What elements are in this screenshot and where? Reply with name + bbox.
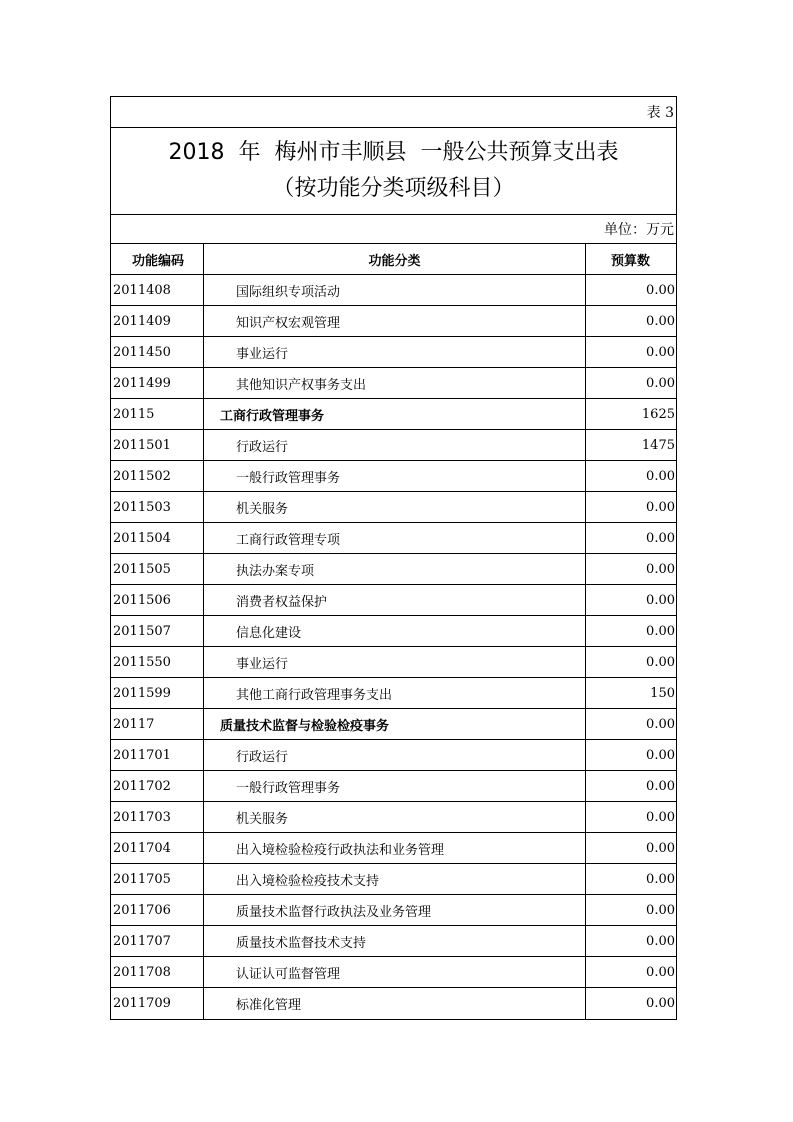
row-amount: 0.00 [646,964,675,980]
row-category: 执法办案专项 [204,554,586,584]
table-row [111,771,676,802]
row-code: 2011504 [111,523,204,553]
row-category: 机关服务 [204,492,586,522]
row-amount: 0.00 [646,809,675,825]
table-row [111,957,676,988]
row-category: 质量技术监督行政执法及业务管理 [204,895,586,925]
row-code: 2011708 [111,957,204,987]
row-code: 2011499 [111,368,204,398]
row-code: 2011409 [111,306,204,336]
row-amount: 150 [650,685,675,701]
row-code: 2011701 [111,740,204,770]
row-code: 2011703 [111,802,204,832]
row-amount: 0.00 [646,933,675,949]
table-row [111,461,676,492]
table-row [111,864,676,895]
row-amount: 0.00 [646,840,675,856]
row-code: 2011704 [111,833,204,863]
row-code: 20117 [111,709,204,739]
table-row [111,740,676,771]
table-row [111,523,676,554]
row-amount: 0.00 [646,778,675,794]
row-code: 2011505 [111,554,204,584]
row-category: 消费者权益保护 [204,585,586,615]
table-row [111,802,676,833]
row-code: 2011502 [111,461,204,491]
unit-row [111,215,676,244]
row-code: 2011408 [111,275,204,305]
row-category: 一般行政管理事务 [204,771,586,801]
row-category: 机关服务 [204,802,586,832]
row-category: 一般行政管理事务 [204,461,586,491]
row-code: 2011709 [111,988,204,1019]
row-category: 工商行政管理专项 [204,523,586,553]
row-category: 质量技术监督技术支持 [204,926,586,956]
row-code: 2011501 [111,430,204,460]
row-category: 事业运行 [204,337,586,367]
title-block [111,128,676,215]
row-category: 工商行政管理事务 [204,399,586,429]
row-amount: 0.00 [646,530,675,546]
row-category: 出入境检验检疫技术支持 [204,864,586,894]
table-row [111,647,676,678]
row-category: 标准化管理 [204,988,586,1019]
row-category: 质量技术监督与检验检疫事务 [204,709,586,739]
table-row [111,554,676,585]
row-amount: 0.00 [646,344,675,360]
row-category: 行政运行 [204,740,586,770]
row-category: 知识产权宏观管理 [204,306,586,336]
row-code: 2011506 [111,585,204,615]
row-code: 20115 [111,399,204,429]
header-category: 功能分类 [204,244,586,274]
row-code: 2011702 [111,771,204,801]
table-row [111,926,676,957]
table-row [111,988,676,1019]
table-row [111,368,676,399]
table-row [111,306,676,337]
table-row [111,709,676,740]
row-amount: 0.00 [646,282,675,298]
row-amount: 0.00 [646,654,675,670]
row-category: 其他工商行政管理事务支出 [204,678,586,708]
table-row [111,678,676,709]
row-amount: 0.00 [646,623,675,639]
row-category: 事业运行 [204,647,586,677]
row-amount: 0.00 [646,499,675,515]
row-code: 2011705 [111,864,204,894]
table-row [111,585,676,616]
unit-label: 单位：万元 [604,222,674,238]
row-code: 2011550 [111,647,204,677]
row-category: 信息化建设 [204,616,586,646]
row-code: 2011503 [111,492,204,522]
row-amount: 0.00 [646,375,675,391]
row-amount: 0.00 [646,313,675,329]
page-title: 2018 年 梅州市丰顺县 一般公共预算支出表 [168,140,619,165]
table-number: 表 3 [646,105,674,121]
row-amount: 0.00 [646,468,675,484]
row-code: 2011707 [111,926,204,956]
row-category: 认证认可监督管理 [204,957,586,987]
budget-table [110,96,677,1020]
row-amount: 1475 [641,437,675,453]
table-row [111,616,676,647]
table-header [111,244,676,275]
table-body [111,275,676,1019]
table-row [111,430,676,461]
header-amount: 预算数 [610,253,650,269]
header-code: 功能编码 [111,244,204,274]
table-row [111,492,676,523]
row-category: 出入境检验检疫行政执法和业务管理 [204,833,586,863]
row-category: 其他知识产权事务支出 [204,368,586,398]
row-amount: 0.00 [646,592,675,608]
table-row [111,895,676,926]
row-amount: 0.00 [646,996,675,1011]
row-code: 2011507 [111,616,204,646]
row-category: 国际组织专项活动 [204,275,586,305]
table-row [111,337,676,368]
table-row [111,399,676,430]
row-amount: 0.00 [646,561,675,577]
row-amount: 0.00 [646,716,675,732]
row-code: 2011706 [111,895,204,925]
row-amount: 1625 [641,406,675,422]
table-row [111,833,676,864]
row-category: 行政运行 [204,430,586,460]
table-row [111,275,676,306]
row-amount: 0.00 [646,747,675,763]
row-code: 2011450 [111,337,204,367]
row-amount: 0.00 [646,871,675,887]
table-number-row [111,97,676,128]
row-code: 2011599 [111,678,204,708]
page-subtitle: （按功能分类项级科目） [272,176,515,201]
row-amount: 0.00 [646,902,675,918]
